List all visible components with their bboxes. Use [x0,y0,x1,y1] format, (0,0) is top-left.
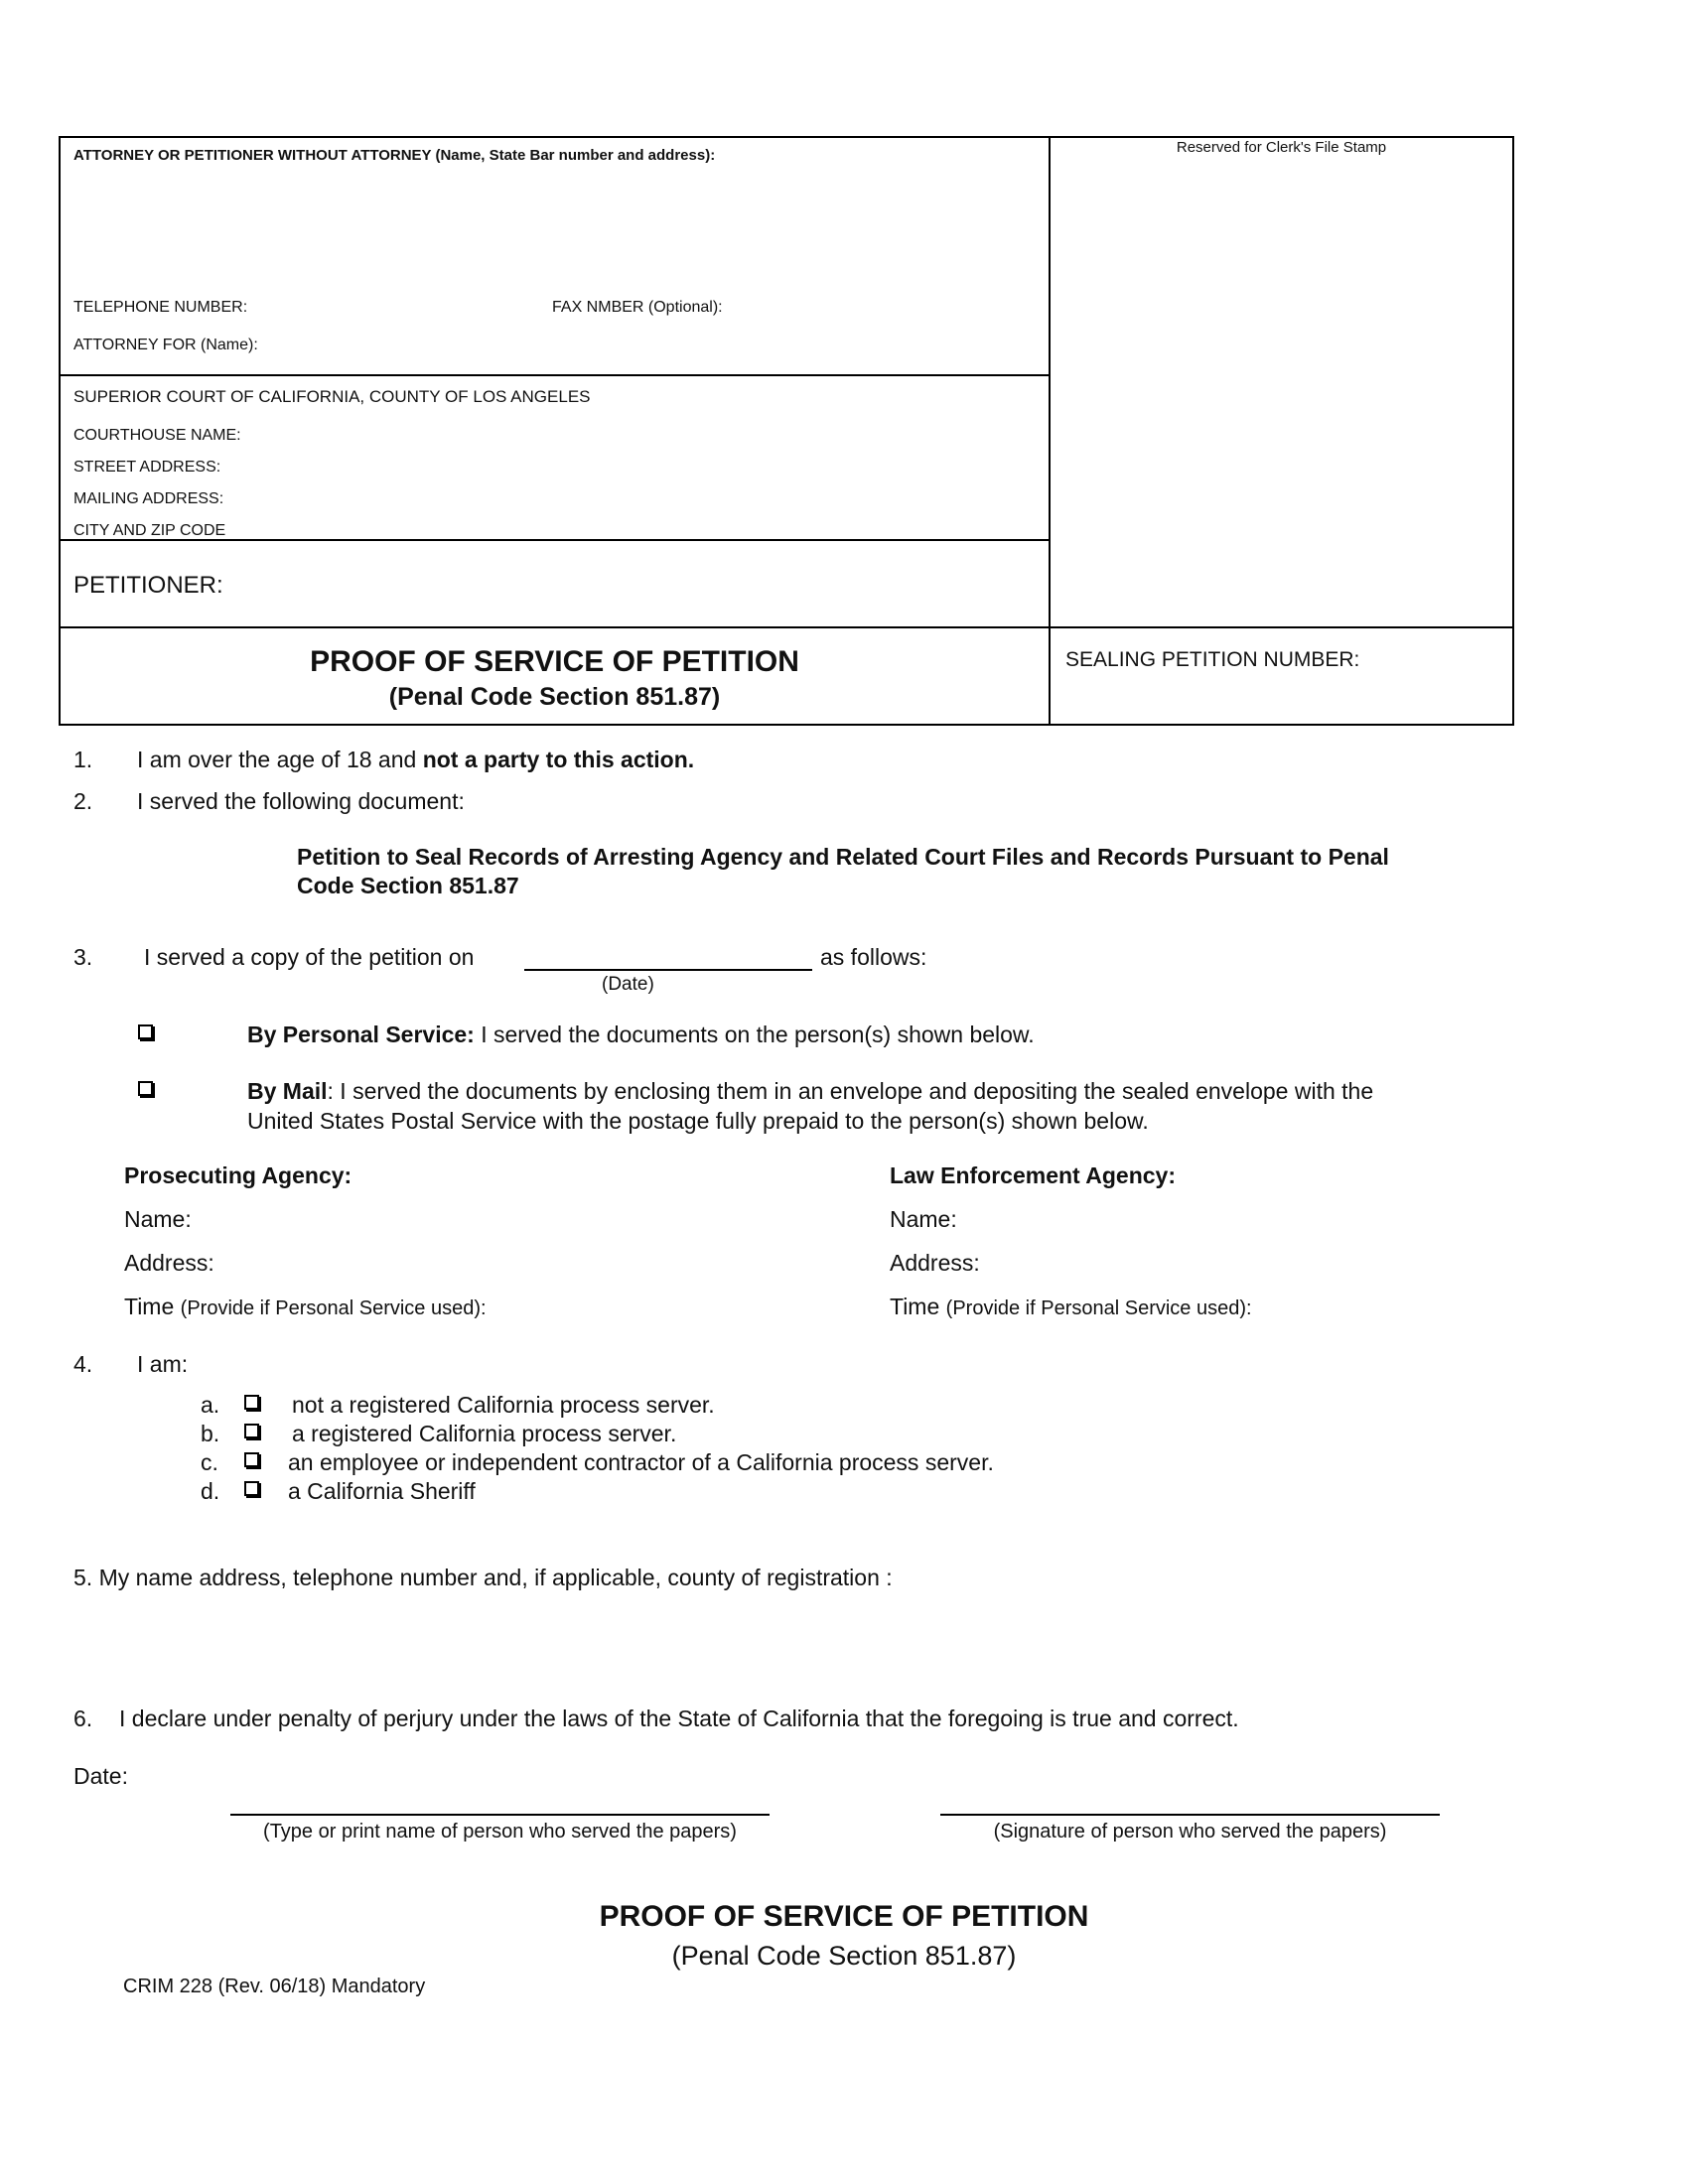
attorney-label: ATTORNEY OR PETITIONER WITHOUT ATTORNEY (Name, State Bar number and address): [73,147,716,164]
attorney-for-label: ATTORNEY FOR (Name): [73,337,258,353]
clerk-stamp-label: Reserved for Clerk's File Stamp [1176,139,1387,156]
item-2-text: I served the following document: [137,788,465,814]
option-a-checkbox[interactable] [244,1395,259,1410]
prosecuting-time-note: (Provide if Personal Service used): [180,1297,487,1319]
mail-service-bold: By Mail [247,1078,328,1104]
law-enforcement-address-label: Address: [890,1250,980,1276]
mail-service-checkbox[interactable] [138,1081,153,1096]
city-zip-label: CITY AND ZIP CODE [73,522,226,539]
prosecuting-name-label: Name: [124,1206,192,1232]
item-2-number: 2. [73,788,93,814]
item-1-text [137,747,694,773]
petitioner-label: PETITIONER: [73,572,223,599]
mail-service-text-2: United States Postal Service with the postage fully prepaid to the person(s) shown below. [247,1108,1149,1134]
item-3-number: 3. [73,944,93,970]
item-1-text-bold: not a party to this action. [422,747,695,772]
item-5-text: 5. My name address, telephone number and, if applicable, county of registration : [73,1565,893,1590]
option-b-letter: b. [201,1421,220,1446]
mailing-address-label: MAILING ADDRESS: [73,490,224,507]
fax-label: FAX NMBER (Optional): [552,299,723,316]
option-c-checkbox[interactable] [244,1452,259,1467]
mail-service-option-line-1 [247,1078,1373,1105]
form-subtitle: (Penal Code Section 851.87) [388,683,721,711]
law-enforcement-time-label [890,1294,1252,1320]
law-enforcement-time-note: (Provide if Personal Service used): [945,1297,1252,1319]
personal-service-bold: By Personal Service: [247,1022,475,1047]
service-date-line[interactable] [524,969,812,971]
law-enforcement-name-label: Name: [890,1206,957,1232]
header-left-border [59,136,61,726]
form-id: CRIM 228 (Rev. 06/18) Mandatory [123,1976,426,1997]
option-c-letter: c. [201,1449,218,1475]
telephone-label: TELEPHONE NUMBER: [73,299,248,316]
street-address-label: STREET ADDRESS: [73,459,221,476]
prosecuting-time-label [124,1294,487,1320]
printed-name-line[interactable] [230,1814,770,1816]
option-b-checkbox[interactable] [244,1424,259,1438]
option-b-text: a registered California process server. [292,1421,677,1446]
served-document-title-line-1: Petition to Seal Records of Arresting Agency and Related Court Files and Records Pursuant to Penal [297,844,1389,870]
item-3-text-before: I served a copy of the petition on [144,944,475,970]
item-1-text-plain: I am over the age of 18 and [137,747,417,772]
item-3-text-after: as follows: [820,944,927,970]
option-d-text: a California Sheriff [288,1478,476,1504]
title-section-divider [59,626,1514,628]
prosecuting-address-label: Address: [124,1250,214,1276]
header-right-border [1512,136,1514,726]
item-4-text: I am: [137,1351,189,1377]
footer-subtitle: (Penal Code Section 851.87) [671,1941,1017,1971]
header-bottom-border [59,724,1514,726]
service-date-caption: (Date) [602,974,654,995]
footer-title: PROOF OF SERVICE OF PETITION [599,1900,1089,1933]
option-d-letter: d. [201,1478,220,1504]
mail-service-text-1: : I served the documents by enclosing them in an envelope and depositing the sealed envelope with the [327,1078,1374,1104]
signature-caption: (Signature of person who served the papers) [993,1821,1387,1843]
prosecuting-agency-heading: Prosecuting Agency: [124,1162,352,1188]
header-top-border [59,136,1514,138]
sealing-petition-number-label: SEALING PETITION NUMBER: [1065,648,1360,671]
option-a-letter: a. [201,1392,220,1418]
option-c-text: an employee or independent contractor of a California process server. [288,1449,994,1475]
printed-name-caption: (Type or print name of person who served the papers) [263,1821,737,1843]
served-document-title-line-2: Code Section 851.87 [297,873,519,898]
courthouse-label: COURTHOUSE NAME: [73,427,241,444]
form-title: PROOF OF SERVICE OF PETITION [310,645,799,678]
signature-line[interactable] [940,1814,1440,1816]
item-4-number: 4. [73,1351,93,1377]
personal-service-option [247,1022,1035,1048]
option-d-checkbox[interactable] [244,1481,259,1496]
personal-service-text: I served the documents on the person(s) shown below. [481,1022,1035,1047]
prosecuting-time-word: Time [124,1294,175,1319]
date-label: Date: [73,1763,128,1789]
item-1-number: 1. [73,747,93,772]
law-enforcement-agency-heading: Law Enforcement Agency: [890,1162,1176,1188]
law-enforcement-time-word: Time [890,1294,940,1319]
court-name: SUPERIOR COURT OF CALIFORNIA, COUNTY OF LOS ANGELES [73,387,591,406]
attorney-section-divider [59,374,1050,376]
item-6-number: 6. [73,1706,93,1731]
personal-service-checkbox[interactable] [138,1024,153,1039]
item-6-text: I declare under penalty of perjury under the laws of the State of California that the foregoing is true and correct. [119,1706,1239,1731]
option-a-text: not a registered California process server. [292,1392,715,1418]
header-middle-divider [1049,136,1051,726]
